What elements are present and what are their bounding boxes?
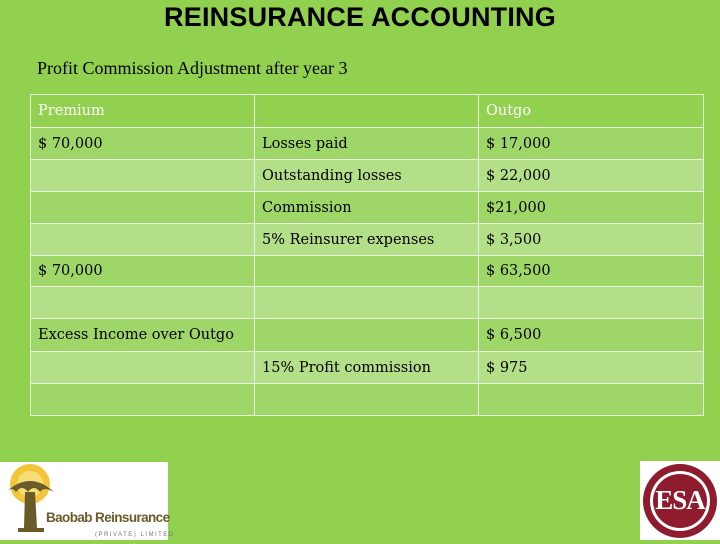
table-cell [31, 224, 255, 256]
header-premium: Premium [31, 95, 255, 128]
table-cell: Losses paid [255, 128, 479, 160]
table-cell: $ 975 [479, 352, 704, 384]
header-outgo: Outgo [479, 95, 704, 128]
table-cell [479, 287, 704, 319]
page-subtitle: Profit Commission Adjustment after year 3 [37, 58, 348, 78]
table-cell: Outstanding losses [255, 160, 479, 192]
table-cell: $ 70,000 [31, 256, 255, 287]
table-cell: $ 70,000 [31, 128, 255, 160]
table-cell [31, 352, 255, 384]
table-cell: $ 63,500 [479, 256, 704, 287]
table-row [31, 224, 704, 256]
table-row [31, 192, 704, 224]
table-row [31, 287, 704, 319]
profit-commission-table [30, 94, 704, 416]
table-cell [31, 160, 255, 192]
table-row [31, 160, 704, 192]
baobab-tree-icon [0, 462, 168, 540]
baobab-reinsurance-logo [0, 462, 175, 540]
table-cell [255, 287, 479, 319]
table-cell: 5% Reinsurer expenses [255, 224, 479, 256]
table-cell: 15% Profit commission [255, 352, 479, 384]
table-cell [479, 384, 704, 416]
table-cell [31, 384, 255, 416]
table-row [31, 319, 704, 352]
table-cell: $ 22,000 [479, 160, 704, 192]
table-cell: $ 3,500 [479, 224, 704, 256]
table-cell [255, 256, 479, 287]
table-cell [31, 192, 255, 224]
table-cell: $ 6,500 [479, 319, 704, 352]
logo-brand-text: Baobab Reinsurance [46, 510, 170, 525]
table-cell [255, 384, 479, 416]
table-cell: Commission [255, 192, 479, 224]
table-row [31, 128, 704, 160]
logo-sub-text: (PRIVATE) LIMITED [95, 532, 175, 538]
esa-logo [640, 461, 720, 540]
page-title: REINSURANCE ACCOUNTING [164, 2, 556, 32]
table-row [31, 352, 704, 384]
header-blank [255, 95, 479, 128]
table-cell: Excess Income over Outgo [31, 319, 255, 352]
table-cell [31, 287, 255, 319]
table-cell: $ 17,000 [479, 128, 704, 160]
table-row [31, 384, 704, 416]
table-cell [255, 319, 479, 352]
table-cell: $21,000 [479, 192, 704, 224]
table-row [31, 256, 704, 287]
esa-logo-text: ESA [655, 485, 705, 515]
table-header-row [31, 95, 704, 128]
